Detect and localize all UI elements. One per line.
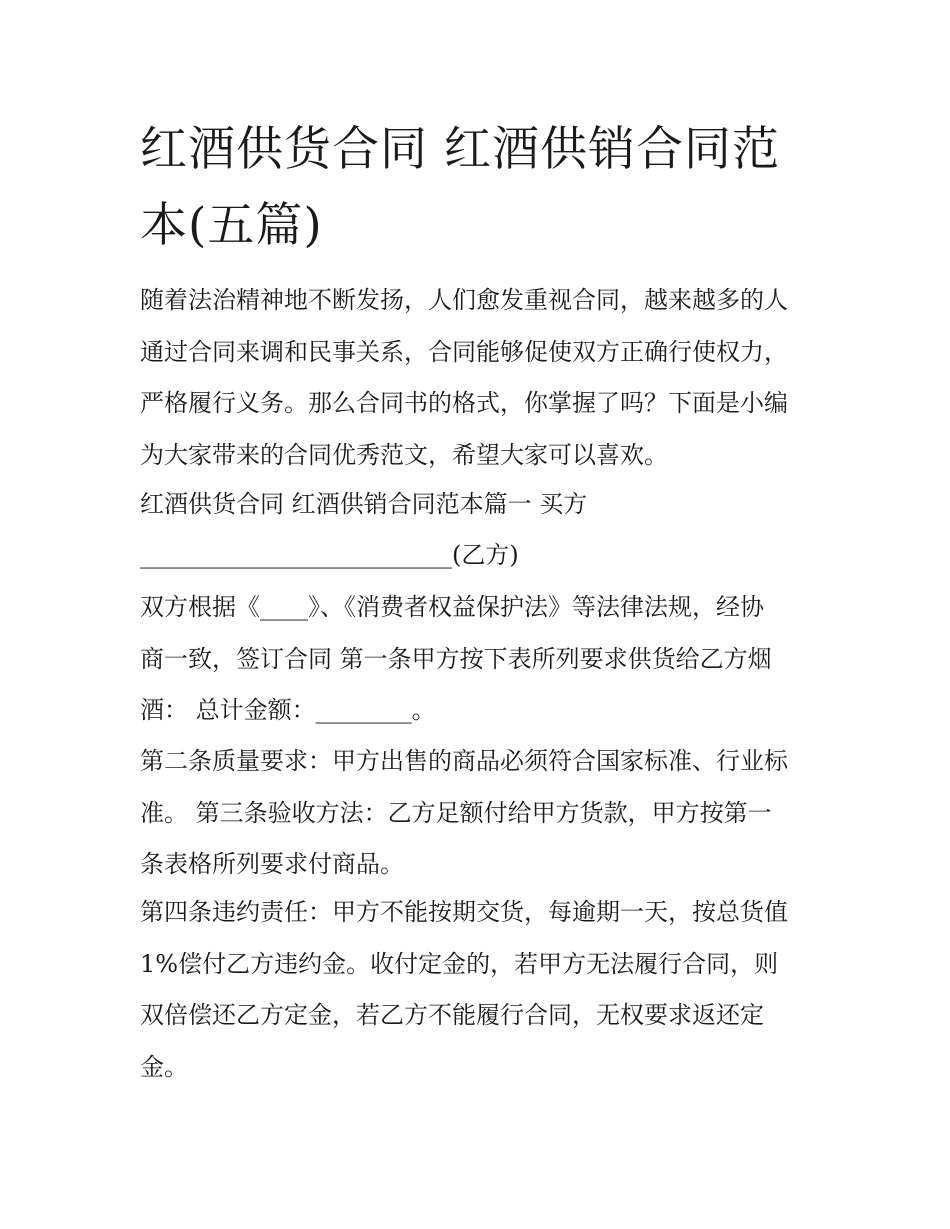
party-b-blank-line: __________________________(乙方) — [140, 541, 519, 569]
intro-paragraph: 随着法治精神地不断发扬，人们愈发重视合同，越来越多的人 通过合同来调和民事关系，合同能够促使双方正确行使权力， 严格履行义务。那么合同书的格式，你掌握了吗？下面是小编 为大家带来的合同优秀范文，希望大家可以喜欢。 — [140, 286, 788, 469]
document-title: 红酒供货合同 红酒供销合同范 本(五篇) — [140, 122, 780, 253]
article-one-paragraph: 双方根据《____》、《消费者权益保护法》等法律法规，经协 商一致，签订合同 第一条甲方按下表所列要求供货给乙方烟 酒： 总计金额：________。 — [140, 593, 772, 724]
article-four-paragraph: 第四条违约责任：甲方不能按期交货，每逾期一天，按总货值 1%偿付乙方违约金。收付定金的，若甲方无法履行合同，则 双倍偿还乙方定金，若乙方不能履行合同，无权要求返还定 金。 — [140, 898, 788, 1081]
article-two-three-paragraph: 第二条质量要求：甲方出售的商品必须符合国家标准、行业标 准。 第三条验收方法：乙方足额付给甲方货款，甲方按第一 条表格所列要求付商品。 — [140, 747, 788, 878]
section-heading-part-one: 红酒供货合同 红酒供销合同范本篇一 买方 — [140, 490, 588, 518]
